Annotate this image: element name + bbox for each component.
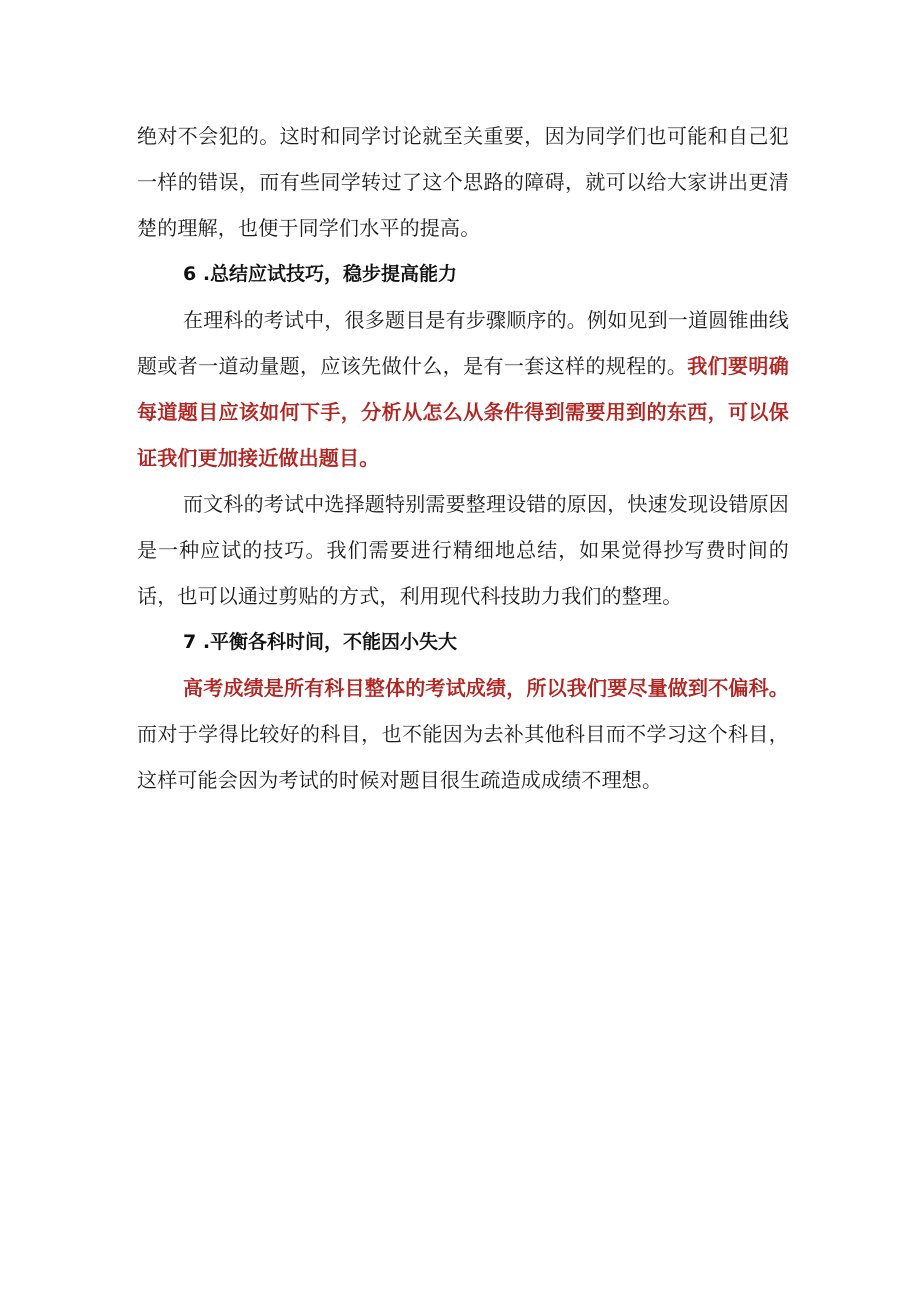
paragraph-science-exam-emphasis: 我们要明确每道题目应该如何下手，分析从怎么从条件得到需要用到的东西，可以保证我们更加接近做出题目。	[137, 354, 790, 470]
section-heading-7: 7 .平衡各科时间，不能因小失大	[183, 631, 458, 653]
paragraph-liberal-arts-exam-text: 而文科的考试中选择题特别需要整理设错的原因，快速发现设错原因是一种应试的技巧。我们需要进行精细地总结，如果觉得抄写费时间的话，也可以通过剪贴的方式，利用现代科技助力我们的整理。	[137, 492, 789, 608]
paragraph-discussion	[137, 113, 789, 251]
paragraph-science-exam	[137, 297, 789, 481]
section-heading-6: 6 .总结应试技巧，稳步提高能力	[183, 263, 458, 285]
document-page	[137, 113, 789, 803]
paragraph-balance-subjects-text: 而对于学得比较好的科目，也不能因为去补其他科目而不学习这个科目，这样可能会因为考试的时候对题目很生疏造成成绩不理想。	[137, 722, 789, 792]
paragraph-discussion-text: 绝对不会犯的。这时和同学讨论就至关重要，因为同学们也可能和自己犯一样的错误，而有些同学转过了这个思路的障碍，就可以给大家讲出更清楚的理解，也便于同学们水平的提高。	[137, 124, 789, 240]
paragraph-balance-subjects-emphasis: 高考成绩是所有科目整体的考试成绩，所以我们要尽量做到不偏科。	[183, 676, 789, 700]
paragraph-liberal-arts-exam	[137, 481, 789, 619]
paragraph-science-exam-text: 在理科的考试中，很多题目是有步骤顺序的。例如见到一道圆锥曲线题或者一道动量题，应该先做什么，是有一套这样的规程的。	[137, 308, 789, 378]
paragraph-balance-subjects	[137, 665, 789, 803]
